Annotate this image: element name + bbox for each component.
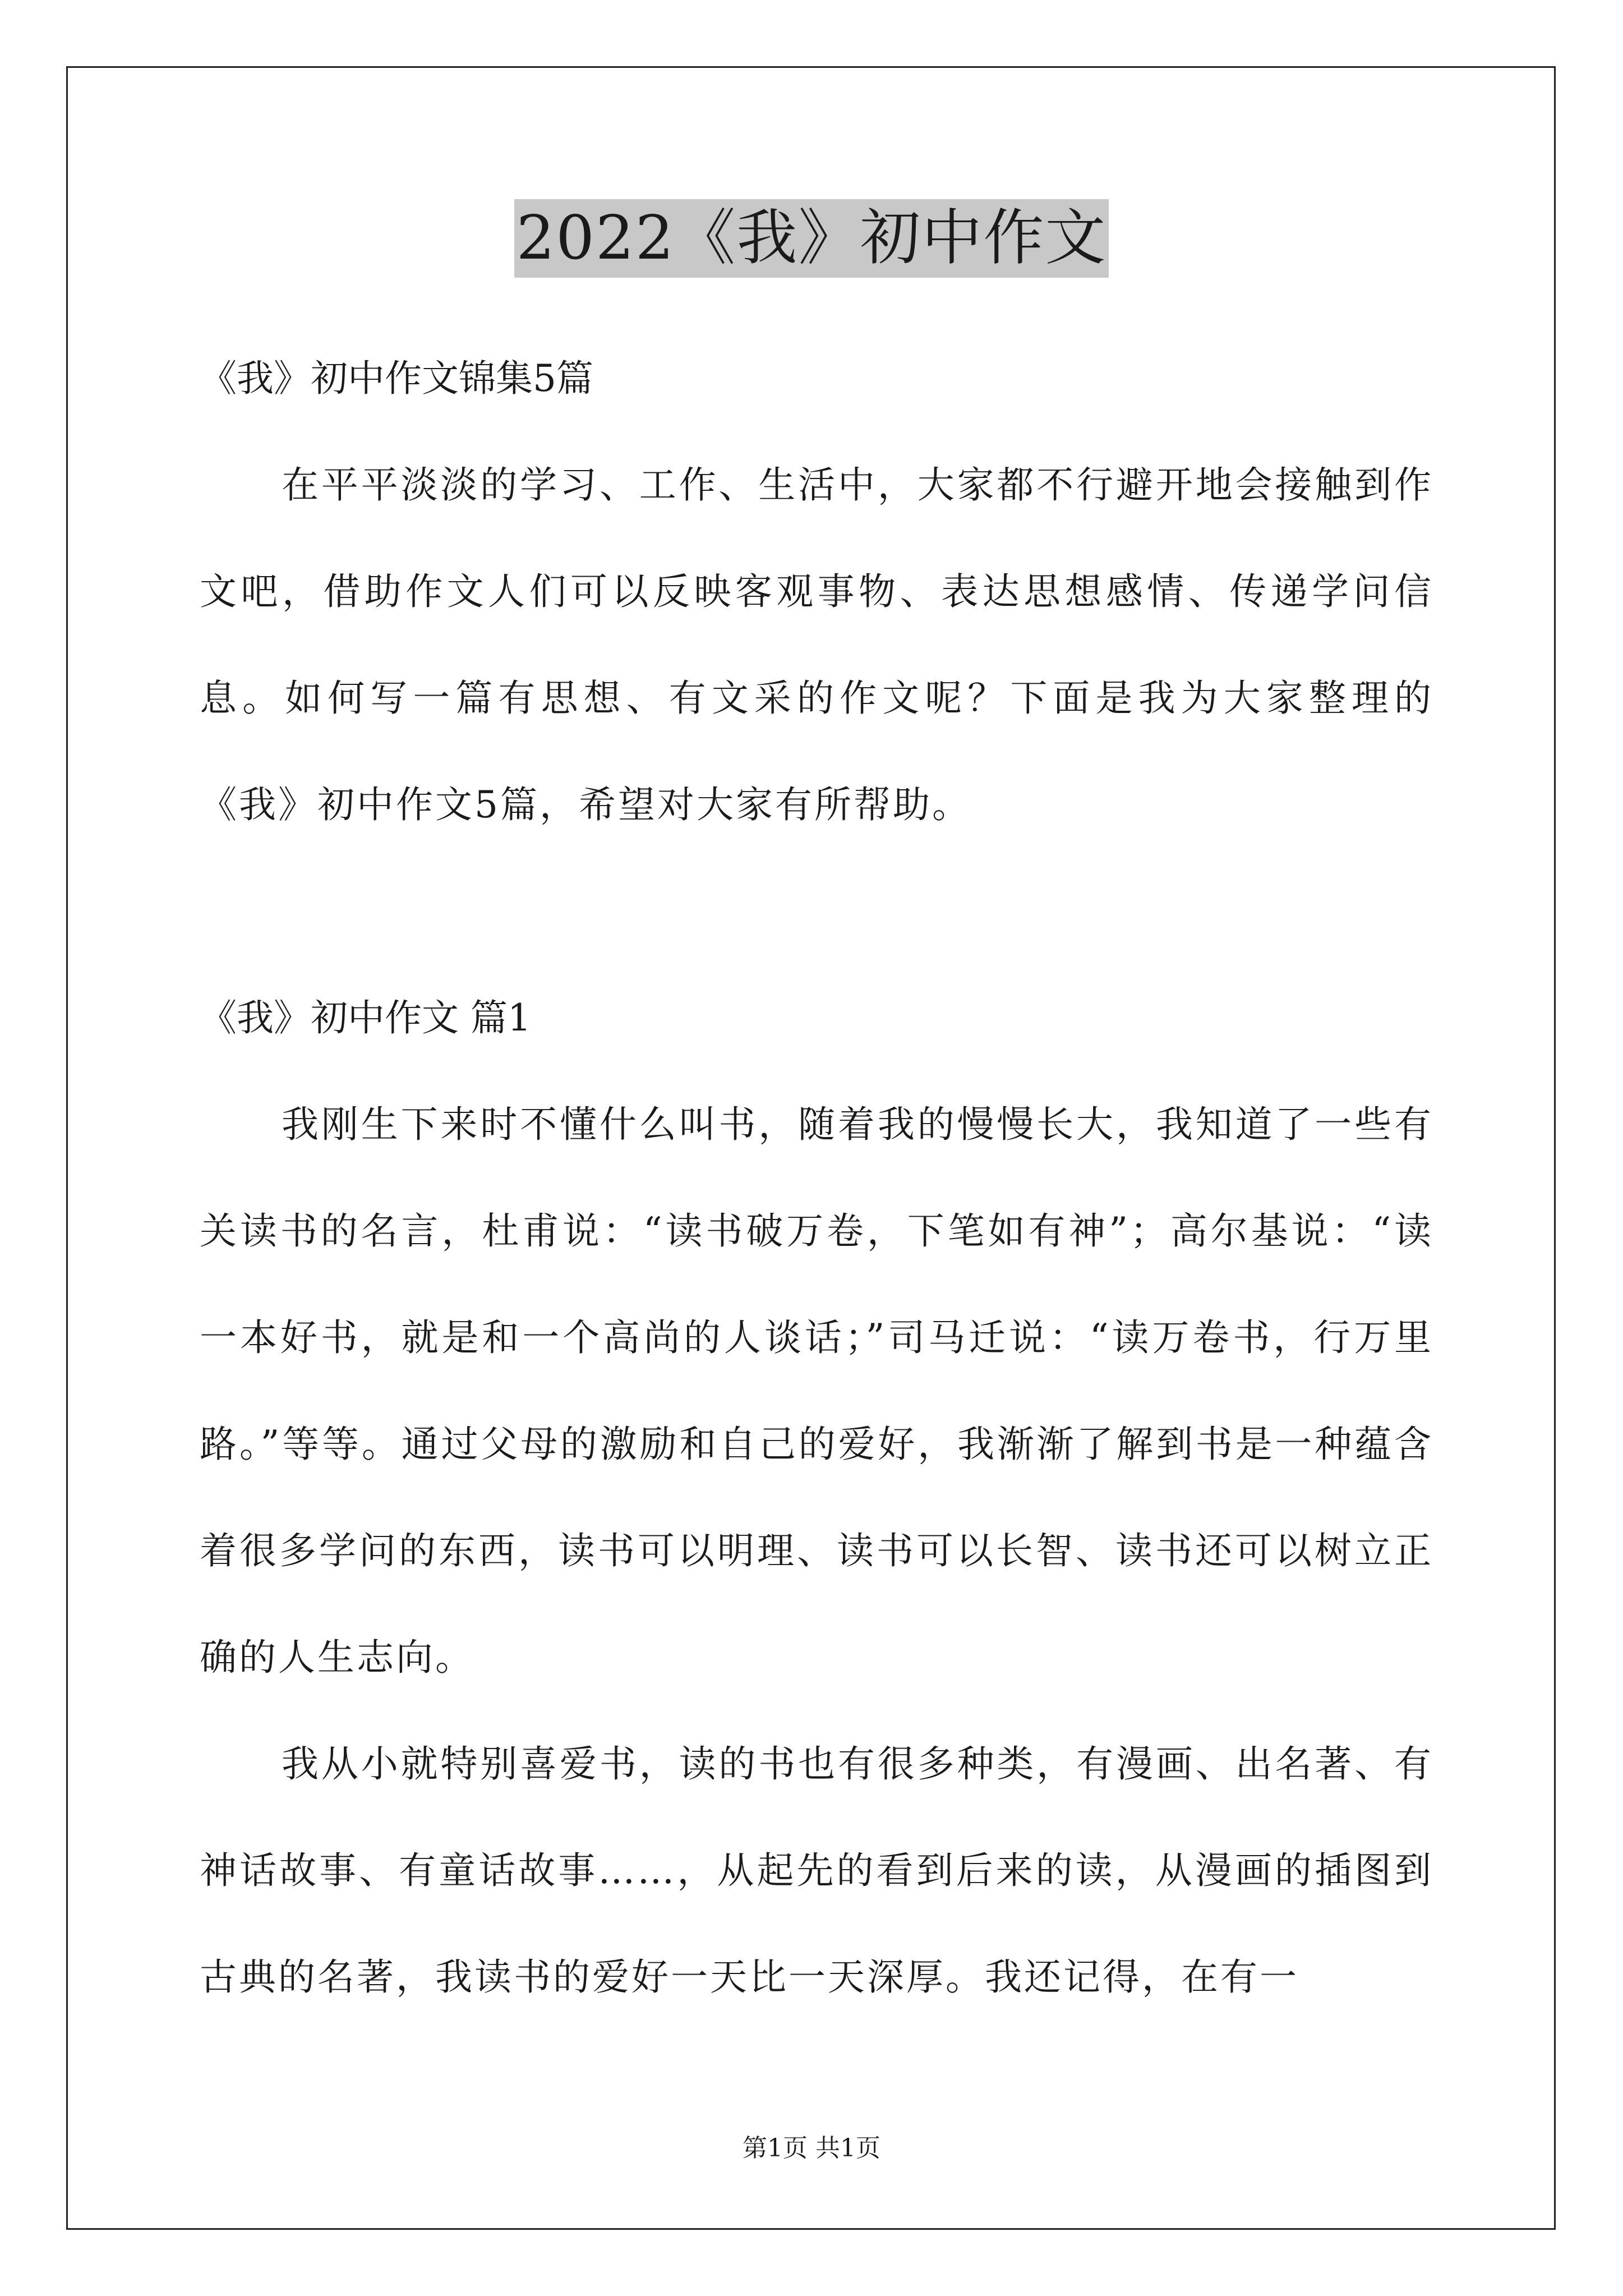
document-subtitle: 《我》初中作文锦集5篇	[200, 357, 593, 400]
body-paragraph: 我从小就特别喜爱书，读的书也有很多种类，有漫画、出名著、有神话故事、有童话故事……，从起先的看到后来的读，从漫画的插图到古典的名著，我读书的爱好一天比一天深厚。我还记得，在有一	[200, 1742, 1433, 1999]
title-container	[0, 199, 1623, 278]
intro-paragraph: 在平平淡淡的学习、工作、生活中，大家都不行避开地会接触到作文吧，借助作文人们可以反映客观事物、表达思想感情、传递学问信息。如何写一篇有思想、有文采的作文呢？下面是我为大家整理的《我》初中作文5篇，希望对大家有所帮助。	[200, 463, 1433, 826]
document-title: 2022《我》初中作文	[514, 199, 1109, 278]
document-body	[200, 325, 1433, 2031]
page-footer: 第1页 共1页	[743, 2134, 880, 2162]
spacer	[200, 858, 1433, 965]
section-heading: 《我》初中作文 篇1	[200, 996, 531, 1039]
body-paragraph: 我刚生下来时不懂什么叫书，随着我的慢慢长大，我知道了一些有关读书的名言，杜甫说：“读书破万卷，下笔如有神”；高尔基说：“读一本好书，就是和一个高尚的人谈话；”司马迁说：“读万卷书，行万里路。”等等。通过父母的激励和自己的爱好，我渐渐了解到书是一种蕴含着很多学问的东西，读书可以明理、读书可以长智、读书还可以树立正确的人生志向。	[200, 1103, 1433, 1679]
